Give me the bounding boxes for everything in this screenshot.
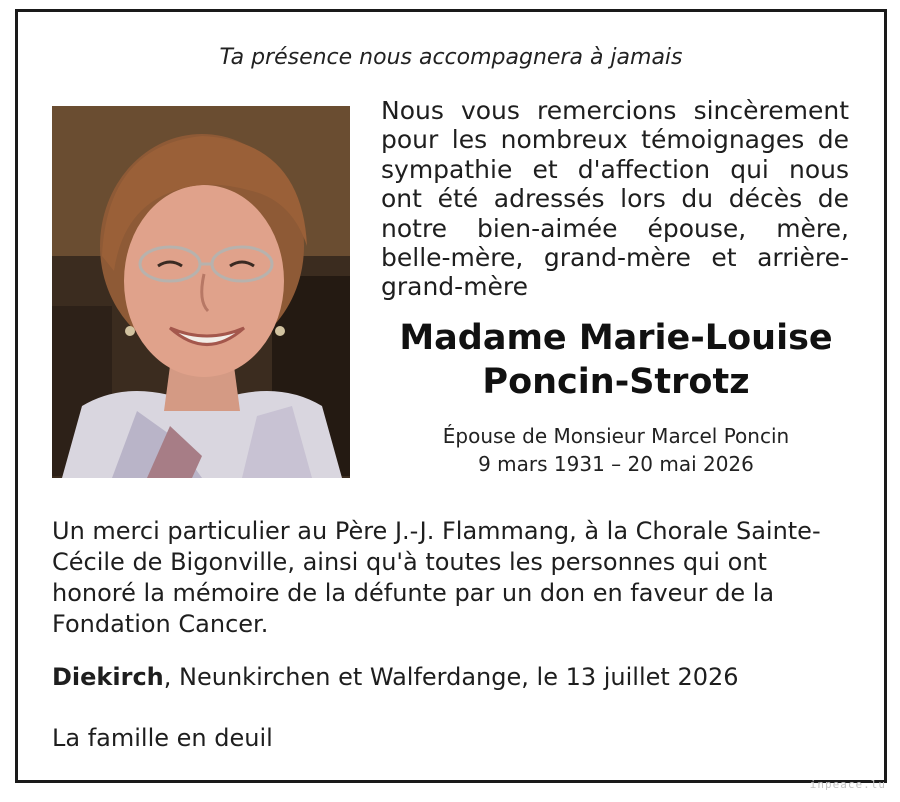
thanks-line: sympathie et d'affection qui nous <box>381 154 849 184</box>
thanks-line: Nous vous remercions sincèrement <box>381 96 849 125</box>
family-signature: La famille en deuil <box>52 724 273 752</box>
thanks-line: belle-mère, grand-mère et arrière- <box>381 243 849 273</box>
portrait-illustration <box>52 106 350 478</box>
deceased-name-line-1: Madame Marie-Louise <box>399 318 833 358</box>
place-and-date <box>52 662 852 693</box>
deceased-name <box>381 316 851 404</box>
place-bold: Diekirch <box>52 663 164 691</box>
notice-motto: Ta présence nous accompagnera à jamais <box>219 45 683 70</box>
spouse-line: Épouse de Monsieur Marcel Poncin <box>442 424 790 448</box>
thanks-line: pour les nombreux témoignages de <box>381 125 849 155</box>
thanks-line: notre bien-aimée épouse, mère, <box>381 213 849 243</box>
thanks-line: ont été adressés lors du décès de <box>381 184 849 214</box>
thanks-line: grand-mère <box>381 272 529 302</box>
portrait-photo <box>52 106 350 478</box>
acknowledgement-paragraph: Un merci particulier au Père J.-J. Flammang, à la Chorale Sainte-Cécile de Bigonville, ainsi qu'à toutes les personnes qui ont honoré la mémoire de la défunte par un don en faveur de la Fondation Cancer. <box>52 517 821 638</box>
life-dates: 9 mars 1931 – 20 mai 2026 <box>478 452 754 476</box>
place-rest: , Neunkirchen et Walferdange, le 13 juillet 2026 <box>163 663 739 691</box>
thanks-paragraph <box>381 96 849 302</box>
site-watermark: inpeace.lu <box>809 778 886 791</box>
deceased-name-line-2: Poncin-Strotz <box>482 362 750 402</box>
deceased-details <box>381 422 851 478</box>
